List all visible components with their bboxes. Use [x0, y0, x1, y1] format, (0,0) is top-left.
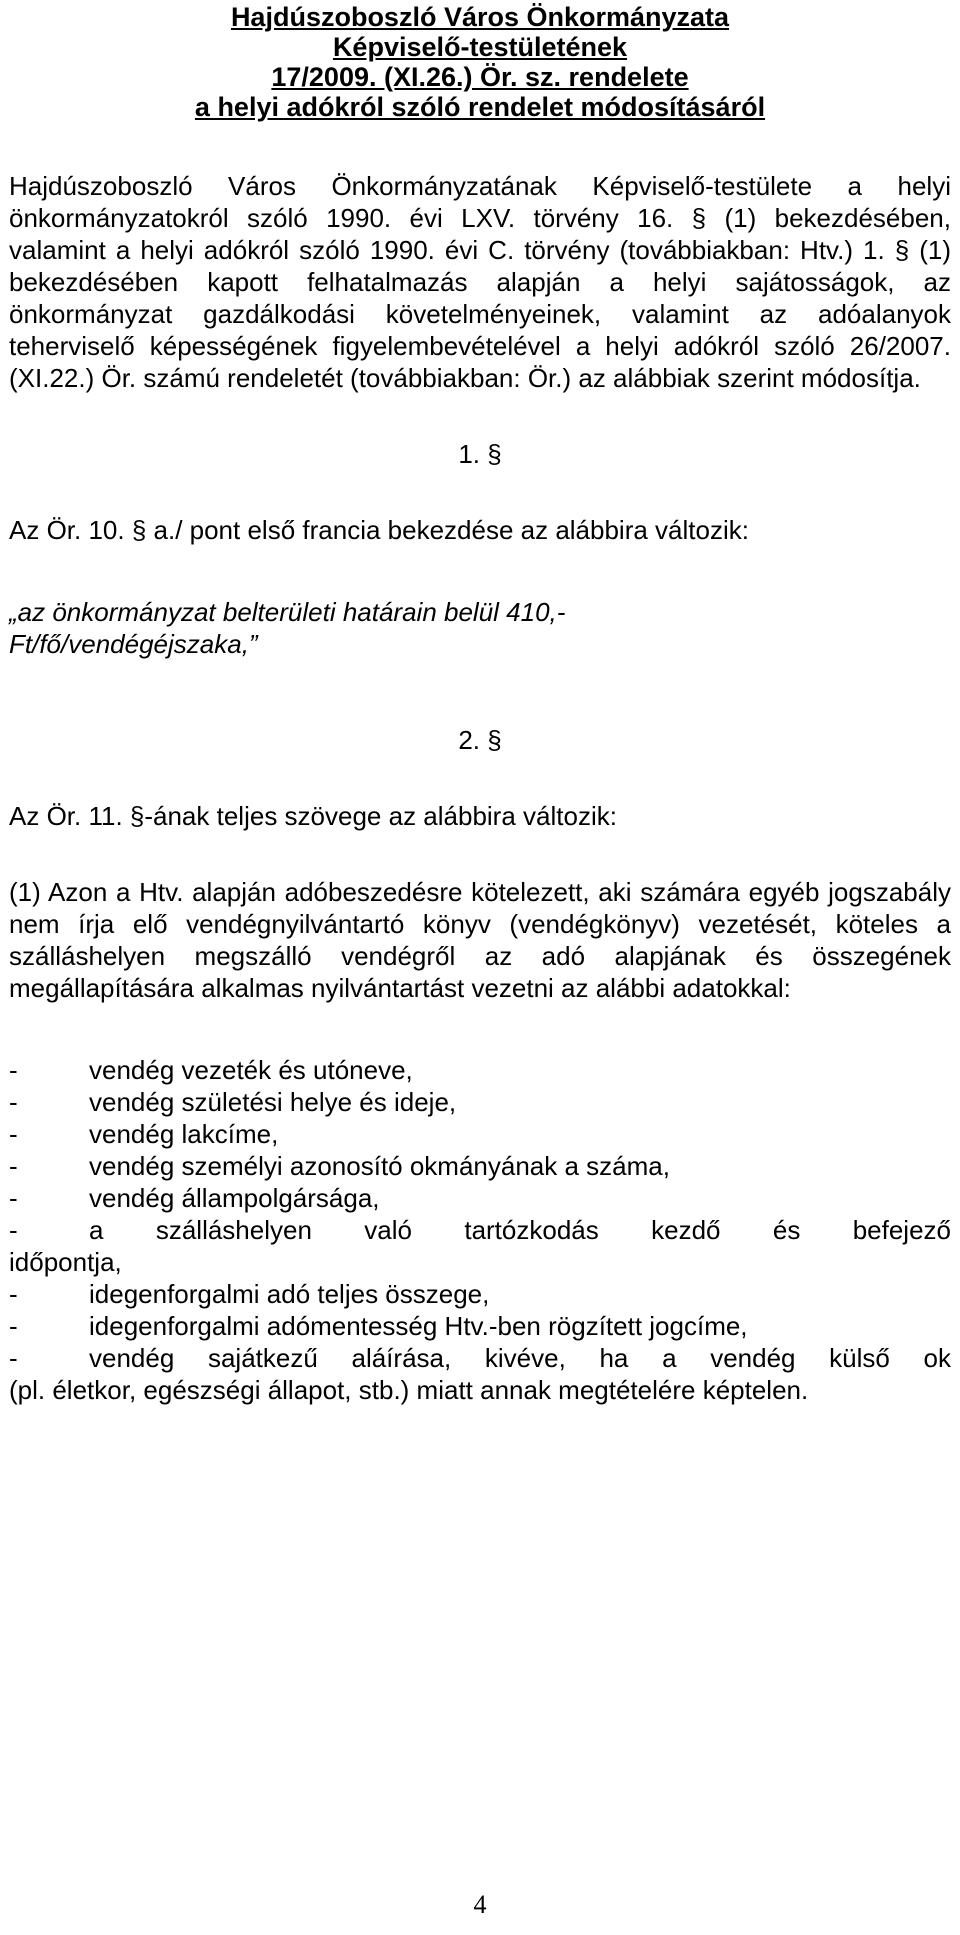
list-item-text: vendég személyi azonosító okmányának a száma, — [89, 1151, 670, 1181]
list-item-text: vendég sajátkezű aláírása, kivéve, ha a vendég külső ok — [89, 1343, 951, 1373]
preamble-paragraph: Hajdúszoboszló Város Önkormányzatának Képviselő-testülete a helyi önkormányzatokról szóló 1990. évi LXV. törvény 16. § (1) bekezdésében, valamint a helyi adókról szóló 1990. évi C. törvény (továbbiakban: Htv.) 1. § (1) bekezdésében kapott felhatalmazás alapján a helyi sajátosságok, az önkormányzat gazdálkodási követelményeinek, valamint az adóalanyok teherviselő képességének figyelembevételével a helyi adókról szóló 26/2007. (XI.22.) Ör. számú rendeletét (továbbiakban: Ör.) az alábbiak szerint módosítja. — [9, 171, 951, 393]
document-page — [9, 0, 951, 1406]
title-line-2: Képviselő-testületének — [332, 32, 628, 62]
list-dash: - — [9, 1343, 18, 1373]
list-item-continuation: időpontja, — [9, 1247, 122, 1277]
data-list — [9, 1054, 951, 1406]
list-item — [9, 1118, 951, 1150]
list-item-text: idegenforgalmi adó teljes összege, — [89, 1279, 490, 1309]
list-item — [9, 1278, 951, 1310]
list-item-text: a szálláshelyen való tartózkodás kezdő és befejező — [89, 1215, 951, 1245]
list-dash: - — [9, 1151, 18, 1181]
list-item-continuation: (pl. életkor, egészségi állapot, stb.) miatt annak megtételére képtelen. — [9, 1375, 809, 1405]
section-1-heading: 1. § — [458, 439, 502, 469]
section-1-quote: „az önkormányzat belterületi határain belül 410,-Ft/fő/vendégéjszaka,” — [9, 597, 566, 659]
list-item — [9, 1342, 951, 1374]
section-2-heading: 2. § — [458, 725, 502, 755]
list-item — [9, 1310, 951, 1342]
list-item-text: vendég állampolgársága, — [89, 1183, 380, 1213]
section-2-intro: Az Ör. 11. §-ának teljes szövege az alábbira változik: — [9, 801, 617, 831]
list-dash: - — [9, 1087, 18, 1117]
list-dash: - — [9, 1055, 18, 1085]
list-item-text: idegenforgalmi adómentesség Htv.-ben rögzített jogcíme, — [89, 1311, 748, 1341]
list-item-text: vendég vezeték és utóneve, — [89, 1055, 413, 1085]
title-line-3: 17/2009. (XI.26.) Ör. sz. rendelete — [271, 62, 689, 92]
list-item-text: vendég születési helye és ideje, — [89, 1087, 457, 1117]
section-1-intro: Az Ör. 10. § a./ pont első francia bekezdése az alábbira változik: — [9, 515, 749, 545]
list-item — [9, 1054, 951, 1086]
document-title — [9, 2, 951, 122]
list-dash: - — [9, 1279, 18, 1309]
list-dash: - — [9, 1183, 18, 1213]
list-item — [9, 1086, 951, 1118]
title-line-1: Hajdúszoboszló Város Önkormányzata — [230, 2, 730, 32]
page-number: 4 — [473, 1890, 487, 1919]
section-2-body: (1) Azon a Htv. alapján adóbeszedésre kötelezett, aki számára egyéb jogszabály nem írja elő vendégnyilvántartó könyv (vendégkönyv) vezetését, köteles a szálláshelyen megszálló vendégről az adó alapjának és összegének megállapítására alkalmas nyilvántartást vezetni az alábbi adatokkal: — [9, 877, 951, 1003]
list-item — [9, 1214, 951, 1246]
list-dash: - — [9, 1311, 18, 1341]
list-item — [9, 1150, 951, 1182]
list-dash: - — [9, 1119, 18, 1149]
list-item — [9, 1182, 951, 1214]
title-line-4: a helyi adókról szóló rendelet módosításáról — [194, 92, 766, 122]
list-dash: - — [9, 1215, 18, 1245]
list-item-text: vendég lakcíme, — [89, 1119, 279, 1149]
